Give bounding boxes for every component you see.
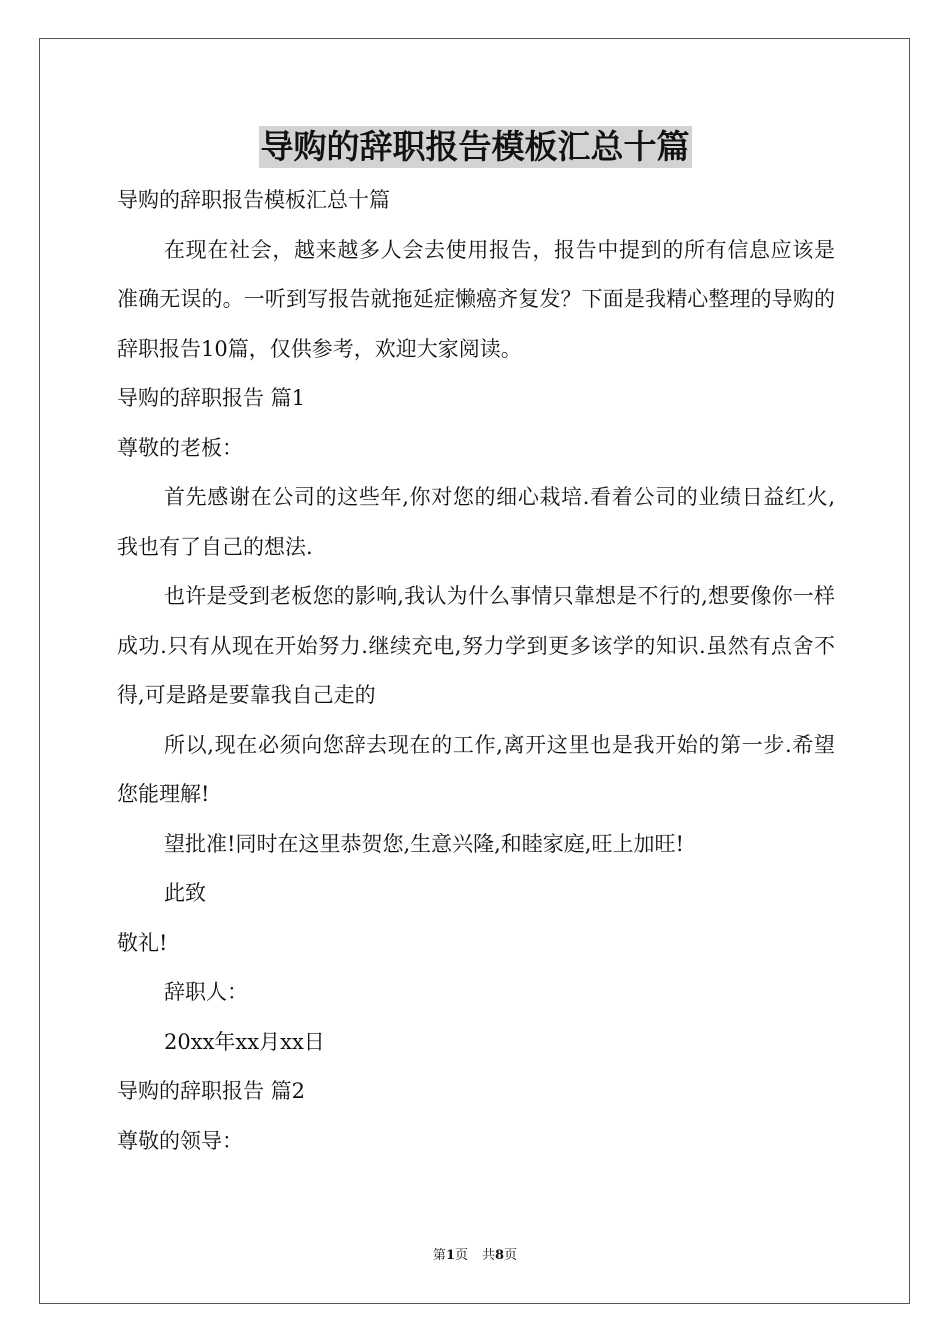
paragraph-reason: 也许是受到老板您的影响,我认为什么事情只靠想是不行的,想要像你一样成功.只有从现在开始努力.继续充电,努力学到更多该学的知识.虽然有点舍不得,可是路是要靠我自己走的 [117,584,835,707]
signature-date: 20xx年xx月xx日 [164,1029,325,1054]
salutation-2: 尊敬的领导： [117,1128,243,1153]
document-body [117,176,835,1166]
footer-total-suffix: 页 [504,1248,518,1263]
paragraph-resign: 所以,现在必须向您辞去现在的工作,离开这里也是我开始的第一步.希望您能理解! [117,732,835,806]
footer-page-current: 1 [445,1248,455,1263]
paragraph-wishes: 望批准!同时在这里恭贺您,生意兴隆,和睦家庭,旺上加旺! [164,831,684,856]
footer-total-prefix: 共 [482,1248,496,1263]
signature-label: 辞职人： [164,980,248,1004]
closing-jingli: 敬礼! [117,930,168,955]
document-title: 导购的辞职报告模板汇总十篇 [260,127,690,166]
section-heading-2: 导购的辞职报告 篇2 [117,1079,306,1103]
footer-page-prefix: 第 [432,1248,446,1263]
section-heading-1: 导购的辞职报告 篇1 [117,386,306,410]
title-container [0,126,950,168]
page-footer [0,1247,950,1265]
paragraph-heading: 导购的辞职报告模板汇总十篇 [117,188,390,212]
paragraph-thanks: 首先感谢在公司的这些年,你对您的细心栽培.看着公司的业绩日益红火,我也有了自己的想法. [117,485,835,559]
closing-cizhi: 此致 [164,881,206,905]
footer-page-total: 8 [495,1248,505,1263]
footer-page-suffix: 页 [454,1248,468,1263]
paragraph-intro: 在现在社会，越来越多人会去使用报告，报告中提到的所有信息应该是准确无误的。一听到写报告就拖延症懒癌齐复发？下面是我精心整理的导购的辞职报告10篇，仅供参考，欢迎大家阅读。 [117,237,835,361]
salutation-1: 尊敬的老板： [117,435,243,460]
